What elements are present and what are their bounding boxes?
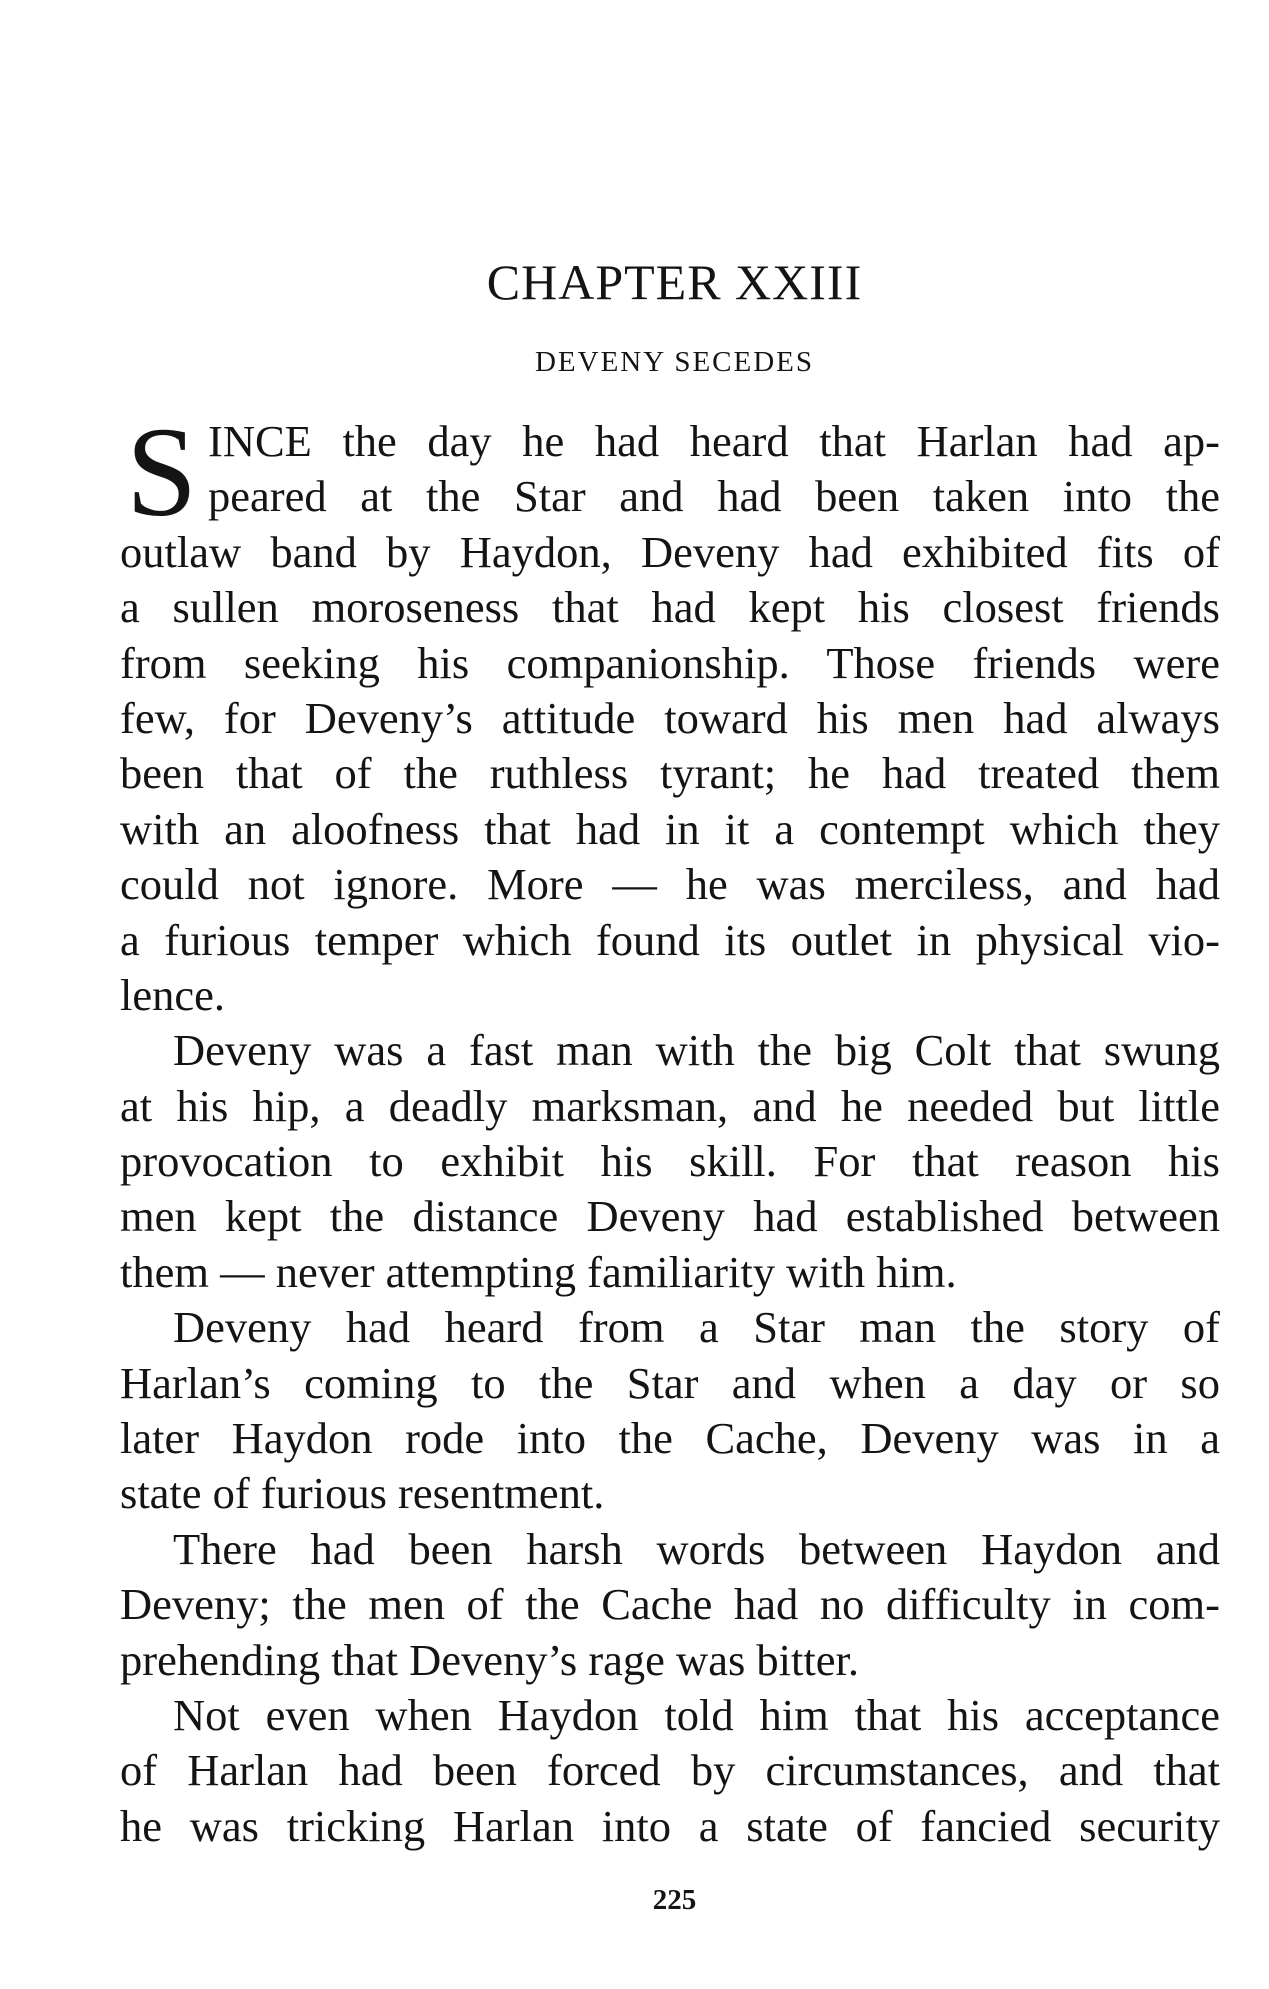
text-line: been that of the ruthless tyrant; he had treated them: [120, 748, 1220, 799]
text-line: them — never attempting familiarity with him.: [120, 1246, 957, 1297]
text-line: could not ignore. More — he was merciless, and had: [120, 859, 1220, 910]
text-line: outlaw band by Haydon, Deveny had exhibited fits of: [120, 526, 1220, 577]
text-line: Harlan’s coming to the Star and when a day or so: [120, 1357, 1220, 1408]
text-line: prehending that Deveny’s rage was bitter.: [120, 1634, 859, 1685]
text-line: at his hip, a deadly marksman, and he needed but little: [120, 1080, 1220, 1131]
text-line: INCE the day he had heard that Harlan had ap-: [208, 416, 1220, 466]
paragraph-4: [120, 1522, 1220, 1688]
paragraph-2: [120, 1023, 1220, 1300]
text-line: lence.: [120, 969, 225, 1020]
text-line: with an aloofness that had in it a contempt which they: [120, 803, 1220, 854]
text-line: Deveny; the men of the Cache had no difficulty in com-: [120, 1579, 1220, 1630]
text-line: peared at the Star and had been taken into the: [208, 471, 1220, 522]
text-line: Deveny had heard from a Star man the story of: [173, 1302, 1220, 1353]
body-text: [120, 401, 1220, 1854]
text-line: Deveny was a fast man with the big Colt that swung: [173, 1025, 1220, 1076]
paragraph-1: [120, 401, 1220, 1023]
drop-cap: S: [126, 401, 198, 543]
chapter-subtitle: DEVENY SECEDES: [534, 346, 815, 378]
text-line: from seeking his companionship. Those friends were: [120, 637, 1220, 688]
text-line: he was tricking Harlan into a state of fancied security: [120, 1800, 1220, 1851]
text-line: state of furious resentment.: [120, 1468, 605, 1519]
chapter-title: CHAPTER XXIII: [486, 254, 863, 310]
text-line: a furious temper which found its outlet in physical vio-: [120, 914, 1220, 965]
text-line: men kept the distance Deveny had established between: [120, 1191, 1220, 1242]
text-line: provocation to exhibit his skill. For that reason his: [120, 1136, 1220, 1187]
page-number: 225: [652, 1884, 697, 1916]
text-line: of Harlan had been forced by circumstances, and that: [120, 1745, 1220, 1796]
text-line: a sullen moroseness that had kept his closest friends: [120, 582, 1220, 633]
text-line: later Haydon rode into the Cache, Deveny was in a: [120, 1413, 1220, 1464]
text-line: Not even when Haydon told him that his acceptance: [173, 1689, 1220, 1740]
paragraph-3: [120, 1300, 1220, 1522]
paragraph-5: [120, 1688, 1220, 1854]
text-line: There had been harsh words between Haydon and: [173, 1523, 1220, 1574]
text-line: few, for Deveny’s attitude toward his men had always: [120, 692, 1220, 743]
